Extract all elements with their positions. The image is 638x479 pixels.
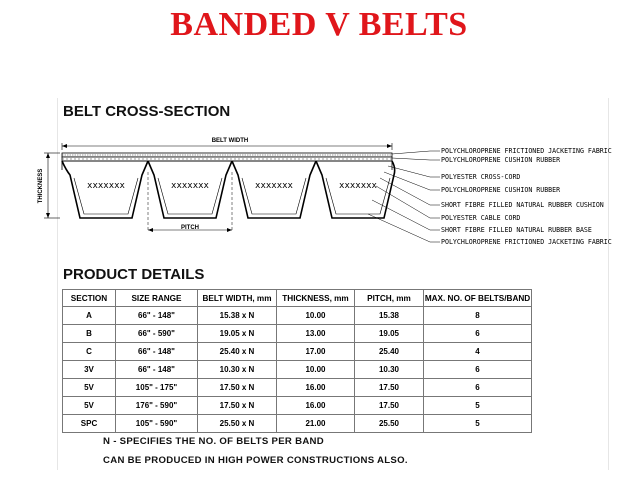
table-cell: A: [63, 307, 116, 325]
table-cell: 5V: [63, 379, 116, 397]
table-cell: 13.00: [277, 325, 355, 343]
callout-cable-cord: POLYESTER CABLE CORD: [441, 214, 521, 222]
table-cell: 66" - 148": [116, 343, 198, 361]
table-cell: 25.50: [355, 415, 424, 433]
page-title: BANDED V BELTS: [170, 6, 468, 43]
table-cell: 66" - 590": [116, 325, 198, 343]
table-cell: 5V: [63, 397, 116, 415]
table-cell: 25.40 x N: [198, 343, 277, 361]
belt-width-dimension: [62, 138, 392, 150]
v-belt-1: [62, 161, 148, 218]
column-header: SIZE RANGE: [116, 290, 198, 307]
table-row: [63, 325, 532, 343]
table-cell: 6: [424, 361, 532, 379]
column-header: BELT WIDTH, mm: [198, 290, 277, 307]
callout-rubber-cushion: SHORT FIBRE FILLED NATURAL RUBBER CUSHION: [441, 201, 604, 209]
cross-section-heading: BELT CROSS-SECTION: [63, 103, 231, 120]
table-cell: 5: [424, 415, 532, 433]
table-cell: 17.50: [355, 379, 424, 397]
table-cell: 105" - 590": [116, 415, 198, 433]
table-cell: 8: [424, 307, 532, 325]
table-cell: 16.00: [277, 397, 355, 415]
product-details-table: [62, 289, 532, 433]
band-top-layers: [62, 153, 392, 170]
column-header: THICKNESS, mm: [277, 290, 355, 307]
callout-rubber-base: SHORT FIBRE FILLED NATURAL RUBBER BASE: [441, 226, 592, 234]
callout-cross-cord: POLYESTER CROSS-CORD: [441, 173, 521, 181]
v-belt-4: [316, 161, 395, 218]
table-cell: 19.05 x N: [198, 325, 277, 343]
table-cell: SPC: [63, 415, 116, 433]
table-cell: 10.00: [277, 361, 355, 379]
table-row: [63, 343, 532, 361]
callout-leaders: [368, 151, 440, 242]
table-cell: 15.38 x N: [198, 307, 277, 325]
callout-cushion-rubber-top: POLYCHLOROPRENE CUSHION RUBBER: [441, 156, 561, 164]
table-row: [63, 397, 532, 415]
table-cell: 6: [424, 379, 532, 397]
belt-width-label: BELT WIDTH: [211, 138, 249, 144]
callout-jacketing-fabric-top: POLYCHLOROPRENE FRICTIONED JACKETING FABRIC: [441, 147, 612, 155]
table-cell: 17.00: [277, 343, 355, 361]
svg-text:xxxxxxx: xxxxxxx: [255, 181, 293, 191]
table-cell: 10.00: [277, 307, 355, 325]
table-cell: 4: [424, 343, 532, 361]
table-cell: C: [63, 343, 116, 361]
table-cell: 21.00: [277, 415, 355, 433]
v-belt-2: [148, 161, 232, 218]
table-cell: 6: [424, 325, 532, 343]
table-cell: 66" - 148": [116, 307, 198, 325]
table-row: [63, 415, 532, 433]
column-header: PITCH, mm: [355, 290, 424, 307]
table-cell: 5: [424, 397, 532, 415]
table-cell: 17.50 x N: [198, 397, 277, 415]
table-cell: 10.30: [355, 361, 424, 379]
table-cell: 17.50: [355, 397, 424, 415]
callout-cushion-rubber: POLYCHLOROPRENE CUSHION RUBBER: [441, 186, 561, 194]
table-cell: 17.50 x N: [198, 379, 277, 397]
note-high-power: CAN BE PRODUCED IN HIGH POWER CONSTRUCTIONS ALSO.: [103, 455, 408, 466]
note-belts-per-band: N - SPECIFIES THE NO. OF BELTS PER BAND: [103, 436, 325, 447]
svg-text:xxxxxxx: xxxxxxx: [339, 181, 377, 191]
callout-jacketing-fabric-bottom: POLYCHLOROPRENE FRICTIONED JACKETING FABRIC: [441, 238, 612, 246]
table-cell: 19.05: [355, 325, 424, 343]
thickness-dimension: [38, 153, 60, 218]
product-details-heading: PRODUCT DETAILS: [63, 266, 205, 283]
table-row: [63, 379, 532, 397]
table-header-row: [63, 290, 532, 307]
table-cell: 25.40: [355, 343, 424, 361]
table-row: [63, 361, 532, 379]
thickness-label: THICKNESS: [38, 168, 44, 204]
table-cell: 10.30 x N: [198, 361, 277, 379]
table-cell: 15.38: [355, 307, 424, 325]
svg-text:xxxxxxx: xxxxxxx: [87, 181, 125, 191]
table-cell: 176" - 590": [116, 397, 198, 415]
table-cell: 105" - 175": [116, 379, 198, 397]
svg-text:xxxxxxx: xxxxxxx: [171, 181, 209, 191]
column-header: MAX. NO. OF BELTS/BAND: [424, 290, 532, 307]
table-row: [63, 307, 532, 325]
table-cell: 66" - 148": [116, 361, 198, 379]
v-belt-3: [232, 161, 316, 218]
column-header: SECTION: [63, 290, 116, 307]
table-cell: 3V: [63, 361, 116, 379]
table-cell: B: [63, 325, 116, 343]
pitch-label: PITCH: [181, 225, 199, 231]
table-cell: 25.50 x N: [198, 415, 277, 433]
table-cell: 16.00: [277, 379, 355, 397]
